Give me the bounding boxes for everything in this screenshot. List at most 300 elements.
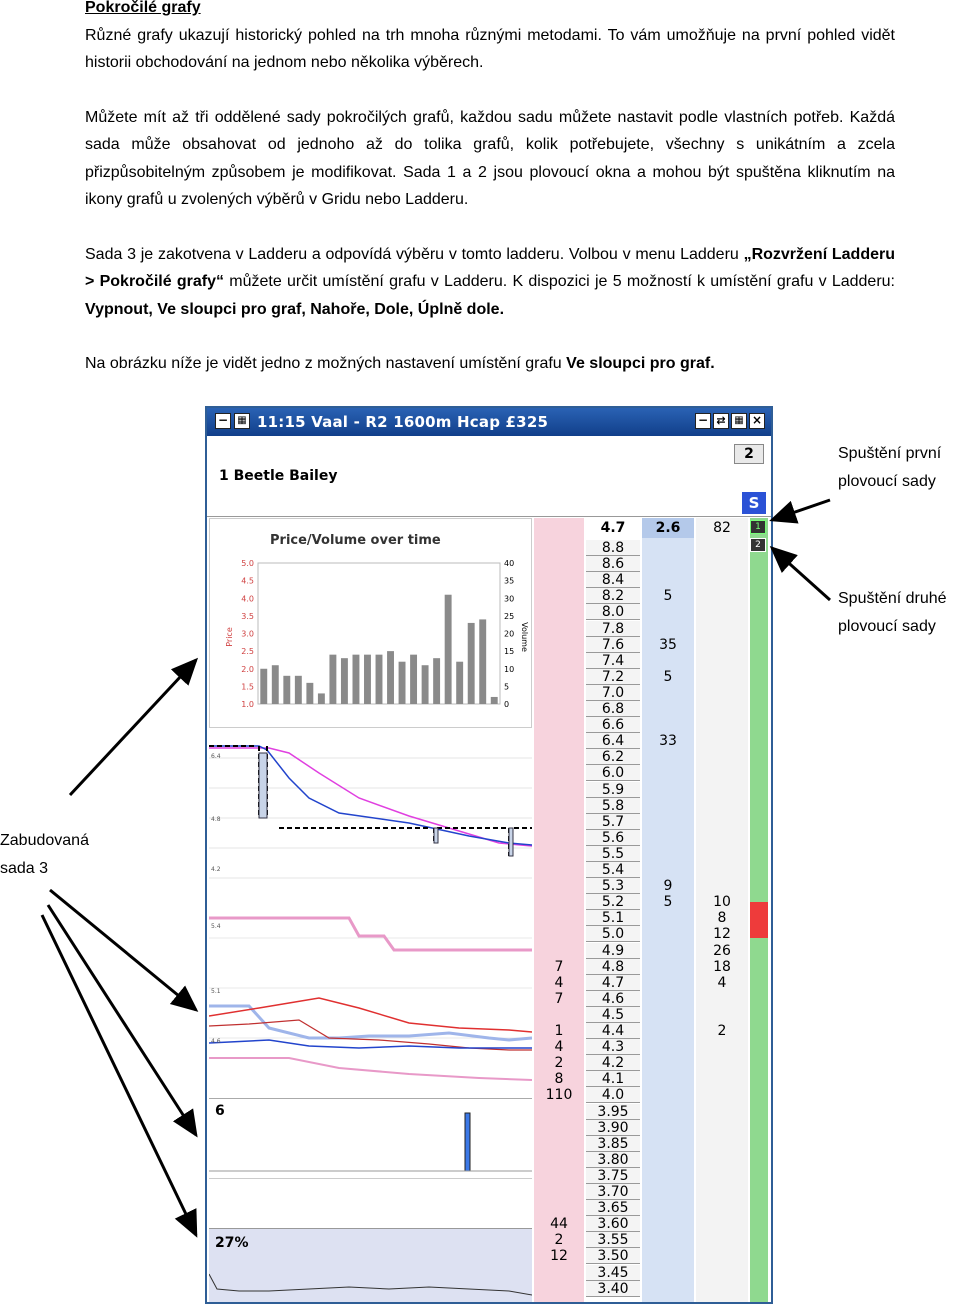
volume-tick: 30 xyxy=(504,594,515,604)
volume-cell[interactable] xyxy=(696,1087,748,1103)
ladder-row[interactable] xyxy=(534,1216,768,1232)
back-cell[interactable]: 4 xyxy=(554,974,564,991)
price-tick: 1.5 xyxy=(241,682,254,692)
ladder-row[interactable] xyxy=(534,1184,768,1200)
price-cell: 5.2 xyxy=(586,894,640,910)
back-cell[interactable] xyxy=(534,621,584,637)
back-cell[interactable] xyxy=(534,1265,584,1281)
price-cell: 5.6 xyxy=(586,830,640,846)
volume-cell[interactable] xyxy=(696,846,748,862)
back-cell[interactable] xyxy=(534,782,584,798)
volume-cell[interactable] xyxy=(696,1184,748,1200)
arrow-pane-4 xyxy=(42,915,196,1235)
volume-bar xyxy=(329,655,336,704)
back-cell[interactable] xyxy=(534,556,584,572)
ladder-row[interactable] xyxy=(534,814,768,830)
back-cell[interactable]: 2 xyxy=(554,1232,564,1249)
volume-cell[interactable] xyxy=(696,878,748,894)
lay-cell[interactable] xyxy=(642,556,694,572)
back-cell[interactable] xyxy=(534,604,584,620)
lay-cell[interactable] xyxy=(642,1120,694,1136)
price-cell: 4.0 xyxy=(586,1087,640,1103)
ladder-row[interactable] xyxy=(534,1152,768,1168)
lay-cell[interactable] xyxy=(642,749,694,765)
back-cell[interactable] xyxy=(534,846,584,862)
back-cell[interactable] xyxy=(534,540,584,556)
price-cell: 3.80 xyxy=(586,1152,640,1168)
back-cell[interactable] xyxy=(534,749,584,765)
ladder-row[interactable] xyxy=(534,1200,768,1216)
minimize-icon[interactable]: − xyxy=(695,413,711,429)
runner-number: 2 xyxy=(734,444,764,464)
back-cell[interactable] xyxy=(534,1200,584,1216)
s-button[interactable]: S xyxy=(742,492,766,514)
volume-cell[interactable] xyxy=(696,621,748,637)
back-cell[interactable]: 110 xyxy=(545,1087,573,1104)
lay-cell[interactable] xyxy=(642,717,694,733)
back-cell[interactable]: 8 xyxy=(554,1071,564,1088)
lay-cell[interactable] xyxy=(642,846,694,862)
volume-bar xyxy=(376,655,383,704)
ladder-row[interactable] xyxy=(534,878,768,894)
lay-cell[interactable]: 33 xyxy=(659,733,677,750)
volume-cell[interactable] xyxy=(696,862,748,878)
lay-cell[interactable]: 9 xyxy=(663,878,673,895)
back-cell[interactable] xyxy=(534,685,584,701)
ladder-row[interactable] xyxy=(534,604,768,620)
paragraph-docked xyxy=(85,241,895,324)
volume-cell[interactable]: 4 xyxy=(717,974,727,991)
volume-cell[interactable] xyxy=(696,1007,748,1023)
volume-cell[interactable] xyxy=(696,1055,748,1071)
traded-volume-pane xyxy=(209,1098,532,1178)
empty-pane xyxy=(209,1178,532,1228)
back-cell[interactable] xyxy=(534,1104,584,1120)
chart-set-2-icon[interactable]: 2 xyxy=(750,538,766,552)
lay-cell[interactable]: 5 xyxy=(663,668,673,685)
window-title-bar xyxy=(207,408,771,436)
lay-cell[interactable] xyxy=(642,1168,694,1184)
volume-cell[interactable] xyxy=(696,830,748,846)
price-volume-chart xyxy=(209,518,532,728)
lay-cell[interactable] xyxy=(642,1152,694,1168)
price-cell: 6.8 xyxy=(586,701,640,717)
lay-cell[interactable] xyxy=(642,1055,694,1071)
ladder-row[interactable] xyxy=(534,862,768,878)
arrow-pane-2 xyxy=(50,890,196,1010)
close-icon[interactable]: × xyxy=(749,413,765,429)
volume-bar xyxy=(341,658,348,704)
volume-cell[interactable] xyxy=(696,1265,748,1281)
lay-cell[interactable] xyxy=(642,1136,694,1152)
annotation-docked-set: Zabudovaná sada 3 xyxy=(0,832,89,877)
divider xyxy=(207,516,771,517)
ladder-row[interactable] xyxy=(534,685,768,701)
price-tick: 4.0 xyxy=(241,594,254,604)
back-cell[interactable]: 7 xyxy=(554,958,564,975)
volume-cell[interactable] xyxy=(696,1152,748,1168)
ladder-row[interactable] xyxy=(534,669,768,685)
volume-bar xyxy=(306,683,313,704)
volume-cell[interactable] xyxy=(696,604,748,620)
volume-cell[interactable] xyxy=(696,1281,748,1297)
back-cell[interactable] xyxy=(534,798,584,814)
volume-cell[interactable] xyxy=(696,782,748,798)
back-cell[interactable] xyxy=(534,910,584,926)
back-cell[interactable] xyxy=(534,894,584,910)
volume-bar xyxy=(318,693,325,704)
ladder-row[interactable] xyxy=(534,765,768,781)
lay-cell[interactable] xyxy=(642,1232,694,1248)
price-cell: 6.6 xyxy=(586,717,640,733)
lay-cell[interactable] xyxy=(642,685,694,701)
figure-option: Ve sloupci pro graf. xyxy=(566,355,715,372)
ladder-row[interactable] xyxy=(534,910,768,926)
total-volume: 82 xyxy=(713,520,731,536)
lay-cell[interactable] xyxy=(642,1071,694,1087)
ladder-row[interactable] xyxy=(534,1265,768,1281)
lay-cell[interactable] xyxy=(642,540,694,556)
ladder-row[interactable] xyxy=(534,621,768,637)
volume-cell[interactable]: 18 xyxy=(713,958,731,975)
price-cell: 6.2 xyxy=(586,749,640,765)
ladder-row[interactable] xyxy=(534,1136,768,1152)
price-cell: 3.65 xyxy=(586,1200,640,1216)
ladder-row[interactable] xyxy=(534,782,768,798)
volume-tick: 15 xyxy=(504,647,515,657)
price-cell: 3.55 xyxy=(586,1232,640,1248)
volume-bar xyxy=(295,676,302,704)
ladder-row[interactable] xyxy=(534,637,768,653)
svg-text:4.6: 4.6 xyxy=(211,1038,221,1045)
volume-cell[interactable] xyxy=(696,572,748,588)
volume-cell[interactable] xyxy=(696,1232,748,1248)
back-cell[interactable] xyxy=(534,878,584,894)
volume-cell[interactable]: 2 xyxy=(717,1023,727,1039)
ladder-row[interactable] xyxy=(534,1281,768,1297)
lay-cell[interactable] xyxy=(642,765,694,781)
ladder-row[interactable] xyxy=(534,1071,768,1087)
volume-cell[interactable] xyxy=(696,1120,748,1136)
ladder-row[interactable] xyxy=(534,1248,768,1264)
chart-set-1-icon[interactable]: 1 xyxy=(750,520,766,534)
pane-label-27: 27% xyxy=(215,1235,249,1251)
back-cell[interactable]: 4 xyxy=(554,1039,564,1056)
volume-bar xyxy=(422,665,429,704)
volume-cell[interactable] xyxy=(696,653,748,669)
ladder-row[interactable] xyxy=(534,830,768,846)
percent-pane xyxy=(209,1228,532,1302)
lay-cell[interactable] xyxy=(642,782,694,798)
multi-line-svg xyxy=(209,898,532,1098)
lay-cell[interactable] xyxy=(642,910,694,926)
ladder-row[interactable] xyxy=(534,653,768,669)
volume-cell[interactable] xyxy=(696,1200,748,1216)
ladder-row[interactable] xyxy=(534,1087,768,1103)
grid-icon[interactable]: ▦ xyxy=(234,413,250,429)
window-title: 11:15 Vaal - R2 1600m Hcap £325 xyxy=(257,413,549,431)
back-cell[interactable] xyxy=(534,733,584,749)
lay-cell[interactable] xyxy=(642,814,694,830)
svg-text:5.4: 5.4 xyxy=(211,923,221,930)
ladder-row[interactable] xyxy=(534,588,768,604)
back-cell[interactable] xyxy=(534,1168,584,1184)
volume-bar xyxy=(410,655,417,704)
price-cell: 3.60 xyxy=(586,1216,640,1232)
lay-cell[interactable] xyxy=(642,653,694,669)
volume-cell[interactable] xyxy=(696,798,748,814)
lay-cell[interactable] xyxy=(642,991,694,1007)
arrow-second-set xyxy=(772,548,830,600)
ladder-row[interactable] xyxy=(534,749,768,765)
volume-cell[interactable] xyxy=(696,637,748,653)
price-cell: 7.6 xyxy=(586,637,640,653)
price-cell: 8.6 xyxy=(586,556,640,572)
ladder-row[interactable] xyxy=(534,1039,768,1055)
lay-cell[interactable]: 5 xyxy=(663,588,673,605)
multi-line-pane xyxy=(209,898,532,1098)
ladder-row[interactable] xyxy=(534,975,768,991)
volume-cell[interactable] xyxy=(696,765,748,781)
price-cell: 5.4 xyxy=(586,862,640,878)
volume-bar xyxy=(352,655,359,704)
lay-cell[interactable] xyxy=(642,604,694,620)
back-cell[interactable] xyxy=(534,1007,584,1023)
price-cell: 5.9 xyxy=(586,782,640,798)
document-body xyxy=(85,0,895,405)
figure-text: Na obrázku níže je vidět jedno z možných nastavení umístění grafu xyxy=(85,355,567,372)
price-cell: 7.2 xyxy=(586,669,640,685)
ladder-row[interactable] xyxy=(534,1055,768,1071)
ladder-row[interactable] xyxy=(534,733,768,749)
volume-bar xyxy=(468,623,475,704)
back-cell[interactable] xyxy=(534,588,584,604)
ladder-row[interactable] xyxy=(534,556,768,572)
ladder-row[interactable] xyxy=(534,846,768,862)
lay-cell[interactable] xyxy=(642,1104,694,1120)
docked-text: Sada 3 je zakotvena v Ladderu a odpovídá výběru v tomto ladderu. Volbou v menu Ladderu xyxy=(85,245,744,263)
back-cell[interactable] xyxy=(534,701,584,717)
lay-cell[interactable] xyxy=(642,1184,694,1200)
volume-bar xyxy=(387,651,394,704)
volume-cell[interactable]: 10 xyxy=(713,894,731,911)
back-cell[interactable] xyxy=(534,943,584,959)
grid-view-icon[interactable]: ▦ xyxy=(731,413,747,429)
price-cell: 3.90 xyxy=(586,1120,640,1136)
volume-cell[interactable]: 8 xyxy=(717,910,727,927)
price-cell: 5.5 xyxy=(586,846,640,862)
price-cell: 3.40 xyxy=(586,1281,640,1297)
back-cell[interactable]: 2 xyxy=(554,1055,564,1072)
paragraph-intro: Různé grafy ukazují historický pohled na trh mnoha různými metodami. To vám umožňuje na první pohled vidět historii obchodování na jednom nebo několika výběrech. xyxy=(85,26,895,71)
price-cell: 3.95 xyxy=(586,1104,640,1120)
arrow-pane-1 xyxy=(70,660,196,795)
volume-bar-red xyxy=(750,902,768,938)
pane-label-6: 6 xyxy=(215,1103,225,1119)
lay-cell[interactable] xyxy=(642,572,694,588)
price-tick: 5.0 xyxy=(241,559,254,568)
back-cell[interactable] xyxy=(534,572,584,588)
back-cell[interactable] xyxy=(534,717,584,733)
back-cell[interactable] xyxy=(534,862,584,878)
volume-bar xyxy=(260,669,267,704)
volume-bar xyxy=(491,697,498,704)
volume-bar xyxy=(479,619,486,704)
lay-cell[interactable] xyxy=(642,701,694,717)
back-cell[interactable] xyxy=(534,669,584,685)
price-cell: 8.2 xyxy=(586,588,640,604)
price-axis-label: Price xyxy=(225,627,234,647)
volume-bar xyxy=(399,662,406,704)
volume-tick: 25 xyxy=(504,611,515,621)
ladder-row[interactable] xyxy=(534,926,768,942)
lay-cell[interactable] xyxy=(642,1265,694,1281)
volume-cell[interactable] xyxy=(696,717,748,733)
ladder-row[interactable] xyxy=(534,1232,768,1248)
back-cell[interactable] xyxy=(534,1120,584,1136)
price-tick: 2.5 xyxy=(241,647,254,657)
volume-cell[interactable] xyxy=(696,1071,748,1087)
minus-icon[interactable]: − xyxy=(215,413,231,429)
price-graph-svg xyxy=(209,728,532,898)
chart-title: Price/Volume over time xyxy=(270,533,441,548)
lay-cell[interactable]: 35 xyxy=(659,636,677,653)
lay-cell[interactable] xyxy=(642,1039,694,1055)
back-cell[interactable]: 1 xyxy=(554,1023,564,1039)
volume-cell[interactable] xyxy=(696,588,748,604)
back-cell[interactable] xyxy=(534,830,584,846)
back-cell[interactable] xyxy=(534,653,584,669)
volume-cell[interactable] xyxy=(696,733,748,749)
volume-cell[interactable] xyxy=(696,814,748,830)
svg-text:5.1: 5.1 xyxy=(211,988,221,995)
price-cell: 4.4 xyxy=(586,1023,640,1039)
lay-cell[interactable] xyxy=(642,1023,694,1039)
volume-cell[interactable] xyxy=(696,1216,748,1232)
section-heading: Pokročilé grafy xyxy=(85,0,201,16)
ladder-row[interactable] xyxy=(534,1007,768,1023)
back-cell[interactable] xyxy=(534,637,584,653)
ladder-row[interactable] xyxy=(534,540,768,556)
lay-cell[interactable] xyxy=(642,1216,694,1232)
volume-tick: 40 xyxy=(504,559,515,568)
volume-cell[interactable] xyxy=(696,991,748,1007)
volume-cell[interactable] xyxy=(696,685,748,701)
ladder-row[interactable] xyxy=(534,798,768,814)
volume-cell[interactable] xyxy=(696,540,748,556)
ladder-row[interactable] xyxy=(534,991,768,1007)
volume-cell[interactable] xyxy=(696,669,748,685)
lay-cell[interactable] xyxy=(642,1281,694,1297)
price-cell: 6.4 xyxy=(586,733,640,749)
lay-cell[interactable] xyxy=(642,1007,694,1023)
percent-line-svg xyxy=(209,1229,532,1303)
price-cell: 7.4 xyxy=(586,653,640,669)
svg-text:4.8: 4.8 xyxy=(211,816,221,823)
volume-cell[interactable] xyxy=(696,1168,748,1184)
lay-cell[interactable]: 5 xyxy=(663,894,673,911)
lay-cell[interactable] xyxy=(642,862,694,878)
price-cell: 7.8 xyxy=(586,621,640,637)
paragraph-sets: Můžete mít až tři oddělené sady pokročilých grafů, každou sadu můžete nastavit podle vlastních potřeb. Každá sada může obsahovat od jednoho až do tolika grafů, kolik potřebujete, všechny s unikátním a zcela přizpůsobitelným způsobem je modifikovat. Sada 1 a 2 jsou plovoucí okna a mohou být spuštěna kliknutím na ikony grafů u zvolených výběrů v Gridu nebo Ladderu. xyxy=(85,108,895,208)
price-cell: 5.1 xyxy=(586,910,640,926)
volume-bar xyxy=(283,676,290,704)
back-cell[interactable] xyxy=(534,926,584,942)
price-cell: 3.50 xyxy=(586,1248,640,1264)
lay-cell[interactable] xyxy=(642,1087,694,1103)
volume-cell[interactable] xyxy=(696,1104,748,1120)
arrow-pane-3 xyxy=(48,905,196,1135)
volume-cell[interactable] xyxy=(696,1248,748,1264)
refresh-icon[interactable]: ⇄ xyxy=(713,413,729,429)
volume-cell[interactable] xyxy=(696,1039,748,1055)
volume-cell[interactable]: 12 xyxy=(713,926,731,943)
lay-cell[interactable] xyxy=(642,926,694,942)
back-cell[interactable] xyxy=(534,1281,584,1297)
back-cell[interactable]: 7 xyxy=(554,990,564,1007)
ladder-row[interactable] xyxy=(534,1104,768,1120)
price-tick: 3.5 xyxy=(241,611,254,621)
ladder-screenshot xyxy=(205,406,773,1304)
back-cell[interactable]: 12 xyxy=(550,1248,568,1265)
ladder-row[interactable] xyxy=(534,717,768,733)
lay-cell[interactable] xyxy=(642,1248,694,1264)
back-cell[interactable] xyxy=(534,1152,584,1168)
price-cell: 4.5 xyxy=(586,1007,640,1023)
back-cell[interactable] xyxy=(534,814,584,830)
ladder-row[interactable] xyxy=(534,943,768,959)
price-cell: 5.7 xyxy=(586,814,640,830)
price-tick: 1.0 xyxy=(241,700,254,709)
volume-cell[interactable] xyxy=(696,749,748,765)
best-back-price: 4.7 xyxy=(586,518,640,538)
back-cell[interactable] xyxy=(534,765,584,781)
ladder-row[interactable] xyxy=(534,1023,768,1039)
lay-cell[interactable] xyxy=(642,975,694,991)
lay-cell[interactable] xyxy=(642,1200,694,1216)
price-cell: 7.0 xyxy=(586,685,640,701)
paragraph-figure xyxy=(85,350,895,378)
volume-cell[interactable] xyxy=(696,701,748,717)
volume-tick: 20 xyxy=(504,629,515,639)
back-cell[interactable] xyxy=(534,1184,584,1200)
price-tick: 2.0 xyxy=(241,664,254,674)
ladder-row[interactable] xyxy=(534,572,768,588)
volume-tick: 5 xyxy=(504,682,510,692)
back-cell[interactable]: 44 xyxy=(550,1216,568,1233)
ladder-row[interactable] xyxy=(534,1168,768,1184)
lay-cell[interactable] xyxy=(642,959,694,975)
ladder-row[interactable] xyxy=(534,959,768,975)
ladder-row[interactable] xyxy=(534,1120,768,1136)
price-cell: 4.3 xyxy=(586,1039,640,1055)
menu-path: „Rozvržení Ladderu > Pokročilé grafy“ xyxy=(85,245,895,290)
lay-cell[interactable] xyxy=(642,830,694,846)
volume-tick: 10 xyxy=(504,664,515,674)
ladder-row[interactable] xyxy=(534,894,768,910)
lay-cell[interactable] xyxy=(642,621,694,637)
price-cell: 5.3 xyxy=(586,878,640,894)
lay-cell[interactable] xyxy=(642,943,694,959)
price-cell: 4.9 xyxy=(586,943,640,959)
lay-cell[interactable] xyxy=(642,798,694,814)
volume-cell[interactable] xyxy=(696,1136,748,1152)
volume-cell[interactable] xyxy=(696,556,748,572)
back-cell[interactable] xyxy=(534,1136,584,1152)
price-cell: 5.0 xyxy=(586,926,640,942)
ladder-row[interactable] xyxy=(534,701,768,717)
volume-cell[interactable]: 26 xyxy=(713,942,731,959)
